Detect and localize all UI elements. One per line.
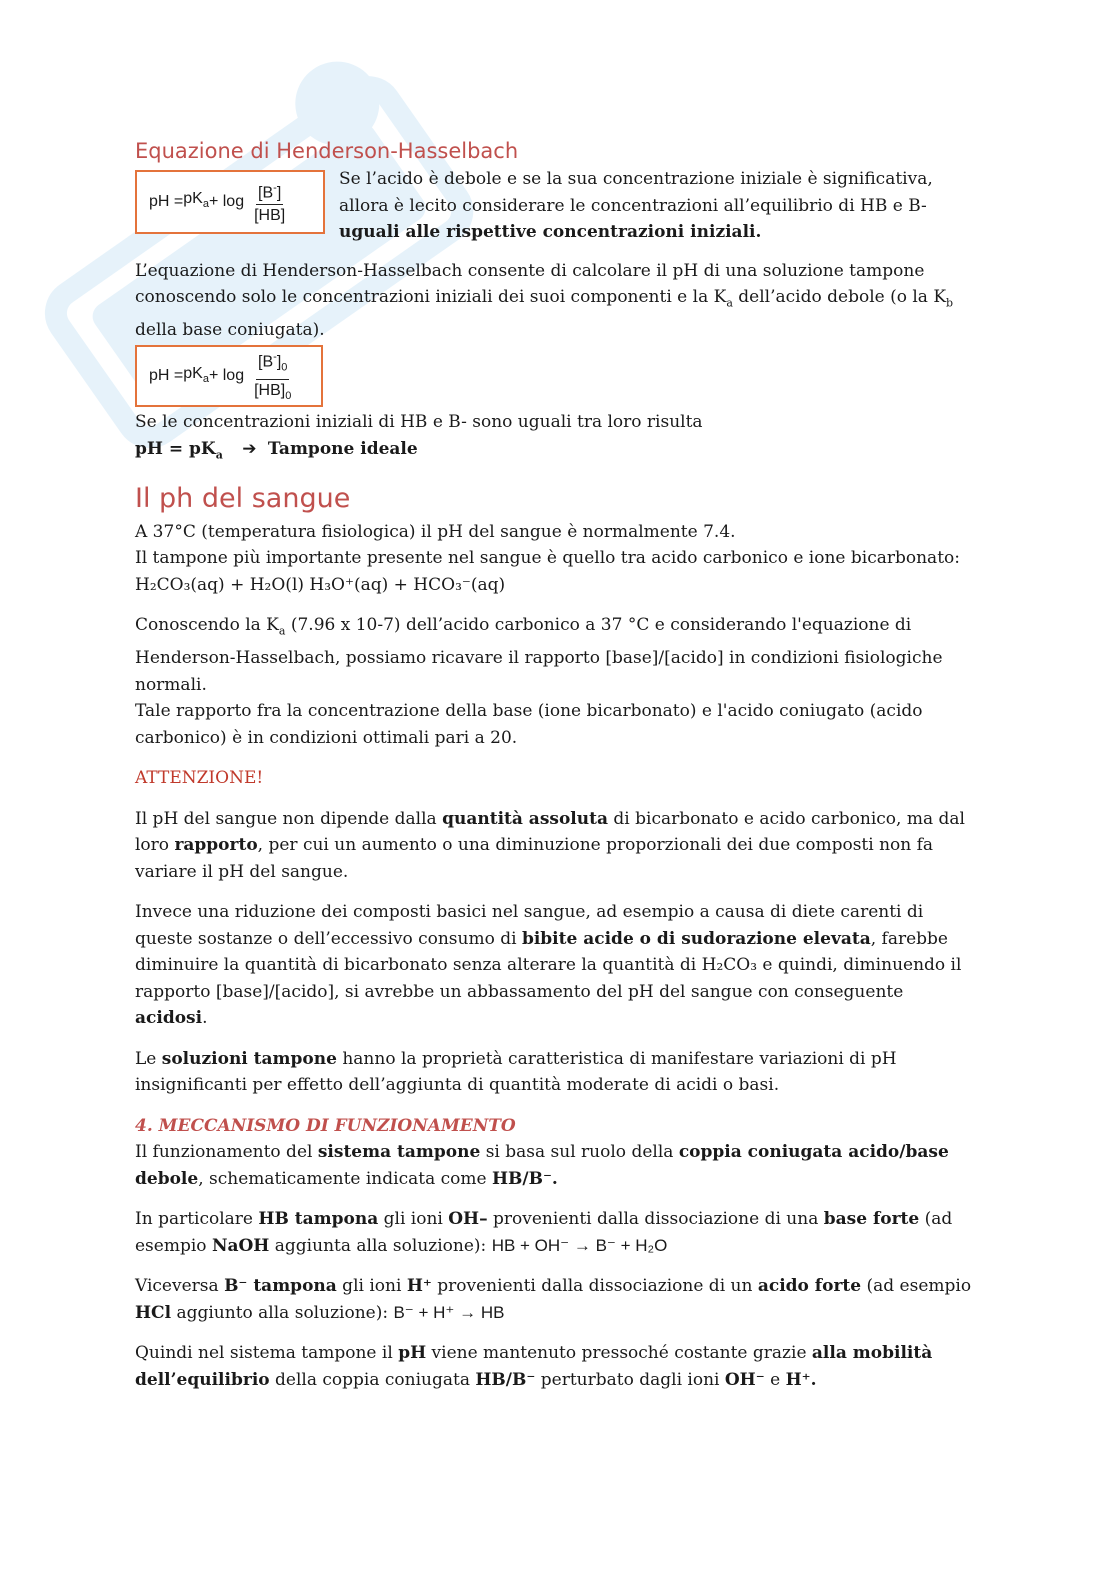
ideal-buffer-equation: pH = $pK_a$ ➔ Tampone ideale bbox=[135, 436, 981, 469]
document-page bbox=[135, 136, 981, 1407]
paragraph-ka-ratio: Conoscendo la $K_a$ (7.96 x 10-7) dell’acido carbonico a 37 °C e considerando l'equazione di Henderson-Hasselbach, possiamo ricavare il rapporto [base]/[acido] in condizioni fisiologiche normali. bbox=[135, 615, 943, 695]
arrow-right-icon: ➔ bbox=[242, 438, 257, 459]
attention-label: ATTENZIONE! bbox=[135, 768, 264, 789]
paragraph-hb-buffers-oh: In particolare HB tampona gli ioni OH– provenienti dalla dissociazione di una base forte (ad esempio NaOH aggiunta alla soluzione): HB + OH⁻ → B⁻ + H₂O bbox=[135, 1209, 953, 1256]
reaction-carbonic: H₂CO₃(aq) + H₂O(l) H₃O⁺(aq) + HCO₃⁻(aq) bbox=[135, 574, 506, 595]
section-title-mechanism: 4. MECCANISMO DI FUNZIONAMENTO bbox=[135, 1115, 516, 1136]
section-title-blood-ph: Il ph del sangue bbox=[135, 482, 351, 514]
ideal-buffer-line: Se le concentrazioni iniziali di HB e B- sono uguali tra loro risulta bbox=[135, 412, 703, 433]
paragraph-ratio-20: Tale rapporto fra la concentrazione della base (ione bicarbonato) e l'acido coniugato (acido carbonico) è in condizioni ottimali pari a 20. bbox=[135, 701, 923, 748]
section-title-henderson: Equazione di Henderson-Hasselbach bbox=[135, 139, 519, 163]
formula-box-hh bbox=[135, 170, 325, 234]
formula-box-hh-initial: pH = $pK_a$ + log $\frac{[B^-]_0}{[HB]_0}$ bbox=[135, 345, 323, 407]
paragraph-blood-temp: A 37°C (temperatura fisiologica) il pH del sangue è normalmente 7.4. bbox=[135, 521, 736, 542]
formula-fraction: $\frac{[B^-]}{[HB]}$ bbox=[254, 177, 285, 227]
formula-intro-row bbox=[135, 166, 981, 246]
paragraph-buffer-solutions: Le soluzioni tampone hanno la proprietà caratteristica di manifestare variazioni di pH insignificanti per effetto dell’aggiunta di quantità moderate di acidi o basi. bbox=[135, 1048, 897, 1096]
formula-pka: $pK_a$ bbox=[183, 190, 209, 211]
paragraph-ratio-matters: Il pH del sangue non dipende dalla quantità assoluta di bicarbonato e acido carbonico, ma dal loro rapporto, per cui un aumento o una diminuzione proporzionali dei due composti non fa variare il pH del sangue. bbox=[135, 808, 965, 882]
paragraph-hh-description: L’equazione di Henderson-Hasselbach consente di calcolare il pH di una soluzione tampone conoscendo solo le concentrazioni iniziali dei suoi componenti e la $K_a$ dell’acido debole (o la $K_b$ della base coniugata). bbox=[135, 260, 954, 340]
paragraph-b-buffers-h: Viceversa B⁻ tampona gli ioni H⁺ provenienti dalla dissociazione di un acido forte (ad esempio HCl aggiunto alla soluzione): B⁻ + H⁺ → HB bbox=[135, 1276, 972, 1323]
intro-paragraph: Se l’acido è debole e se la sua concentrazione iniziale è significativa, allora è lecito considerare le concentrazioni all’equilibrio di HB e B- uguali alle rispettive concentrazioni iniziali. bbox=[339, 169, 933, 242]
paragraph-mechanism: Il funzionamento del sistema tampone si basa sul ruolo della coppia coniugata acido/base debole, schematicamente indicata come HB/B⁻. bbox=[135, 1142, 949, 1189]
formula-log: + log bbox=[208, 192, 245, 210]
formula-lhs: pH = bbox=[149, 192, 184, 210]
paragraph-acidosis: Invece una riduzione dei composti basici nel sangue, ad esempio a causa di diete carenti di queste sostanze o dell’eccessivo consumo di bibite acide o di sudorazione elevata, farebbe diminuire la quantità di bicarbonato senza alterare la quantità di H₂CO₃ e quindi, diminuendo il rapporto [base]/[acido], si avrebbe un abbassamento del pH del sangue con conseguente acidosi. bbox=[135, 902, 962, 1029]
paragraph-blood-buffer: Il tampone più importante presente nel sangue è quello tra acido carbonico e ione bicarbonato: bbox=[135, 548, 960, 569]
paragraph-equilibrium-mobility: Quindi nel sistema tampone il pH viene mantenuto pressoché costante grazie alla mobilità dell’equilibrio della coppia coniugata HB/B⁻ perturbato dagli ioni OH⁻ e H⁺. bbox=[135, 1343, 933, 1390]
